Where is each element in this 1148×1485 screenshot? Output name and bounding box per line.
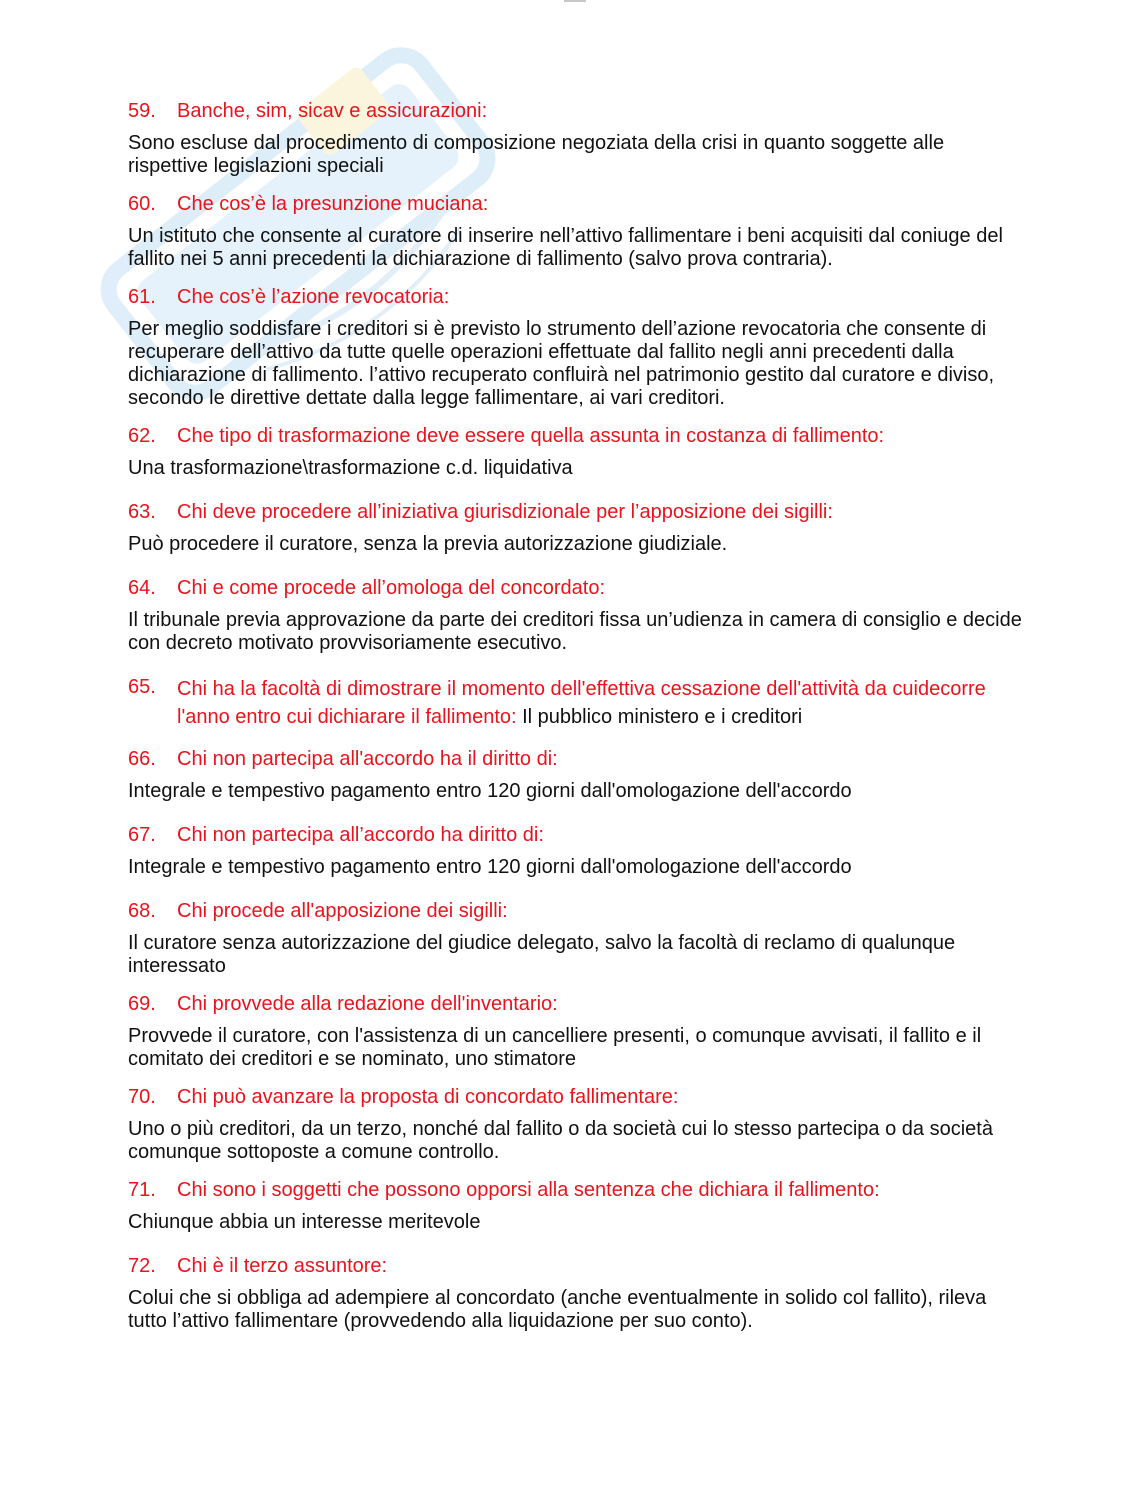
question: [128, 899, 1028, 924]
question: [128, 992, 1028, 1017]
question-text: Banche, sim, sicav e assicurazioni:: [177, 100, 488, 122]
question: [128, 1085, 1028, 1110]
question: [128, 1254, 1028, 1279]
question-text: Chi provvede alla redazione dell'inventario:: [177, 993, 558, 1015]
question-number: 64.: [128, 577, 156, 599]
qa-list: [128, 99, 1028, 1333]
question: [128, 576, 1028, 601]
list-item: [128, 1085, 1028, 1164]
list-item: [128, 424, 1028, 480]
answer-text: Chiunque abbia un interesse meritevole: [128, 1211, 481, 1233]
answer-text: Sono escluse dal procedimento di composizione negoziata della crisi in quanto soggette alle rispettive legislazioni speciali: [128, 132, 945, 177]
question: [128, 823, 1028, 848]
question-text: Chi e come procede all’omologa del concordato:: [177, 577, 606, 599]
list-item: [128, 192, 1028, 271]
list-item: [128, 500, 1028, 556]
question-text: Chi non partecipa all’accordo ha diritto di:: [177, 824, 544, 846]
question-number: 67.: [128, 824, 156, 846]
question-text: Che cos’è la presunzione muciana:: [177, 193, 489, 215]
question: [128, 285, 1028, 310]
answer-text: Può procedere il curatore, senza la previa autorizzazione giudiziale.: [128, 533, 728, 555]
question: [128, 500, 1028, 525]
question-number: 71.: [128, 1179, 156, 1201]
question-text: Chi deve procedere all’iniziativa giurisdizionale per l’apposizione dei sigilli:: [177, 501, 833, 523]
question-text: Chi sono i soggetti che possono opporsi alla sentenza che dichiara il fallimento:: [177, 1179, 880, 1201]
question-text: Che tipo di trasformazione deve essere quella assunta in costanza di fallimento:: [177, 425, 885, 447]
question-number: 69.: [128, 993, 156, 1015]
list-item: [128, 99, 1028, 178]
list-item: [128, 1254, 1028, 1333]
question-text: Chi può avanzare la proposta di concordato fallimentare:: [177, 1086, 679, 1108]
answer-text: Un istituto che consente al curatore di inserire nell’attivo fallimentare i beni acquisiti dal coniuge del fallito nei 5 anni precedenti la dichiarazione di fallimento (salvo prova contraria).: [128, 225, 1003, 270]
list-item: [128, 899, 1028, 978]
question-number: 68.: [128, 900, 156, 922]
answer-text: Una trasformazione\trasformazione c.d. liquidativa: [128, 457, 573, 479]
question-number: 60.: [128, 193, 156, 215]
question-number: 65.: [128, 676, 156, 698]
question: [128, 1178, 1028, 1203]
answer-text: Provvede il curatore, con l'assistenza di un cancelliere presenti, o comunque avvisati, il fallito e il comitato dei creditori e se nominato, uno stimatore: [128, 1025, 982, 1070]
answer-text-inline: Il pubblico ministero e i creditori: [522, 706, 803, 728]
list-item: [128, 747, 1028, 803]
question-number: 70.: [128, 1086, 156, 1108]
answer-text: Il curatore senza autorizzazione del giudice delegato, salvo la facoltà di reclamo di qualunque interessato: [128, 932, 956, 977]
page-top-mark: [564, 0, 586, 2]
question-text: [177, 675, 1028, 731]
list-item: [128, 675, 1028, 731]
question-number: 61.: [128, 286, 156, 308]
question: [128, 747, 1028, 772]
question-number: 62.: [128, 425, 156, 447]
question-text-inline: Chi ha la facoltà di dimostrare il momento dell'effettiva cessazione dell'attività da cuidecorre l'anno entro cui dichiarare il fallimento:: [177, 678, 986, 728]
question-text: Che cos’è l’azione revocatoria:: [177, 286, 450, 308]
question-number: 66.: [128, 748, 156, 770]
question-text: Chi procede all'apposizione dei sigilli:: [177, 900, 508, 922]
answer-text: Colui che si obbliga ad adempiere al concordato (anche eventualmente in solido col fallito), rileva tutto l’attivo fallimentare (provvedendo alla liquidazione per suo conto).: [128, 1287, 987, 1332]
answer-text: Il tribunale previa approvazione da parte dei creditori fissa un’udienza in camera di consiglio e decide con decreto motivato provvisoriamente esecutivo.: [128, 609, 1022, 654]
question-text: Chi è il terzo assuntore:: [177, 1255, 388, 1277]
list-item: [128, 992, 1028, 1071]
list-item: [128, 285, 1028, 410]
answer-text: Uno o più creditori, da un terzo, nonché dal fallito o da società cui lo stesso partecipa o da società comunque sottoposte a comune controllo.: [128, 1118, 993, 1163]
question-number: 59.: [128, 100, 156, 122]
question-number: 63.: [128, 501, 156, 523]
question: [128, 675, 1028, 731]
question: [128, 424, 1028, 449]
question-text: Chi non partecipa all'accordo ha il diritto di:: [177, 748, 558, 770]
list-item: [128, 576, 1028, 655]
question: [128, 192, 1028, 217]
list-item: [128, 823, 1028, 879]
question-number: 72.: [128, 1255, 156, 1277]
list-item: [128, 1178, 1028, 1234]
answer-text: Integrale e tempestivo pagamento entro 120 giorni dall'omologazione dell'accordo: [128, 856, 852, 878]
question: [128, 99, 1028, 124]
answer-text: Integrale e tempestivo pagamento entro 120 giorni dall'omologazione dell'accordo: [128, 780, 852, 802]
answer-text: Per meglio soddisfare i creditori si è previsto lo strumento dell’azione revocatoria che consente di recuperare dell’attivo da tutte quelle operazioni effettuate dal fallito negli anni precedenti dalla dichiarazione di fallimento. l’attivo recuperato confluirà nel patrimonio gestito dal curatore e diviso, secondo le direttive dettate dalla legge fallimentare, ai vari creditori.: [128, 318, 995, 409]
